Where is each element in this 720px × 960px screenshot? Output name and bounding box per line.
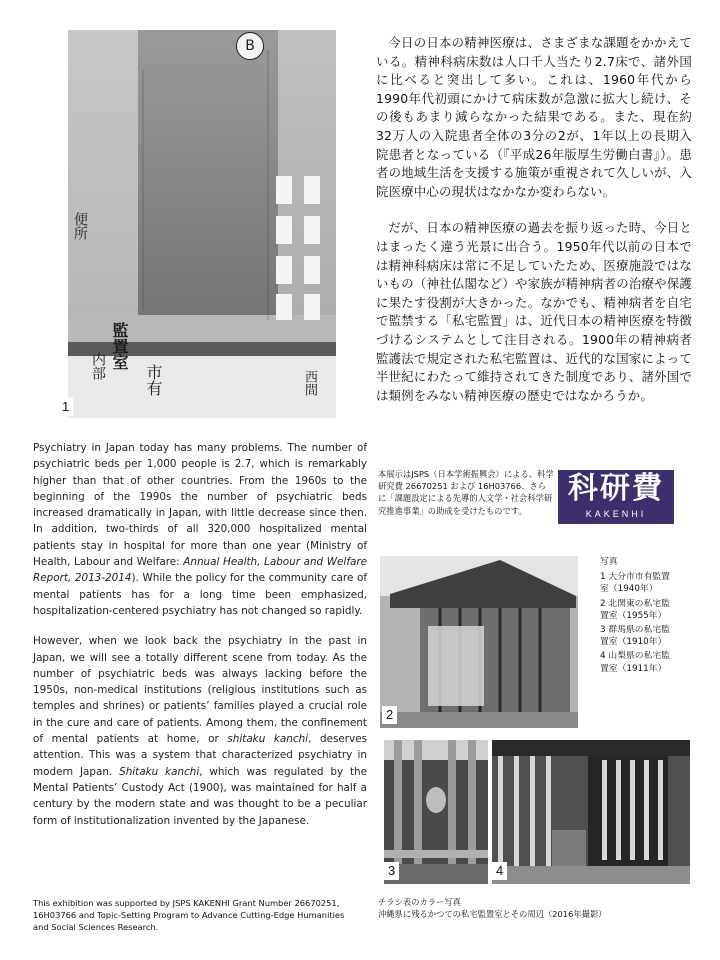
- kakenhi-logo-roman: KAKENHI: [585, 509, 647, 519]
- japanese-text-block: [376, 34, 692, 423]
- english-paragraph-2-a: However, when we look back the psychiatry in the past in Japan, we will see a totally different scene from today. As the number of psychiatric beds was always lacking before the 1950s, non-medical institutions (religious institutions such as temples and shrines) or patients’ families played a crucial role in the cure and care of patients. Among them, the confinement of mental patients at home, or: [33, 635, 367, 746]
- photo-1-number: 1: [58, 398, 73, 416]
- photo-3-number: 3: [384, 862, 399, 880]
- english-term-shitaku-kanchi-2: Shitaku kanchi: [119, 765, 200, 778]
- support-note-english: This exhibition was supported by JSPS KAKENHI Grant Number 26670251, 16H03766 and Topic-Setting Program to Advance Cutting-Edge Humanities and Social Sciences Research.: [33, 898, 345, 933]
- flyer-photo-caption: [378, 896, 708, 920]
- photo-4-image: [492, 740, 690, 884]
- kakenhi-logo-kanji: 科研費: [568, 471, 664, 506]
- photo-4-barred-enclosure: [492, 740, 690, 884]
- photo-1-confinement-room-interior: [68, 30, 336, 418]
- photo-3-image: [384, 740, 488, 884]
- english-term-shitaku-kanchi-1: shitaku kanchi: [227, 733, 309, 746]
- photo-1-inscription-west: 西間: [302, 370, 317, 396]
- photo-caption-3: 3 群馬県の私宅監置室（1910年）: [600, 625, 670, 648]
- photo-caption-1: 1 大分市市有監置室（1940年）: [600, 572, 670, 595]
- english-paragraph-2: [33, 633, 367, 829]
- photo-1-inscription-toilet: 便所: [72, 212, 88, 240]
- english-paragraph-2-c: , which was regulated by the Mental Patients’ Custody Act (1900), was maintained for half a century by the modern state and was thought to be a peculiar form of institutionalization invented by the Japanese.: [33, 765, 367, 827]
- photo-1-corner-mark: B: [236, 32, 264, 60]
- english-text-block: [33, 440, 367, 843]
- photo-captions: [600, 556, 710, 675]
- english-paragraph-1-a: Psychiatry in Japan today has many problems. The number of psychiatric beds per 1,000 people is 2.7, which is remarkably higher than that of other countries. From the 1960s to the beginning of the 1990s the number of psychiatric beds increased dramatically in Japan, with little decrease since then. In addition, two-thirds of all 320,000 hospitalized mental patients stay in hospital for more than one year (Ministry of Health, Labour and Welfare:: [33, 442, 367, 569]
- photo-caption-2: 2 北関東の私宅監置室（1955年）: [600, 598, 670, 621]
- english-paragraph-2-b: , deserves attention. This was a system that characterized psychiatry in modern Japan.: [33, 733, 368, 778]
- photo-1-inscription-city: 市有: [144, 364, 163, 396]
- photo-1-inscription-interior: 内部: [90, 352, 106, 380]
- photo-1-inscription-room: 監置室: [110, 322, 129, 370]
- photo-2-image: [380, 556, 578, 728]
- japanese-paragraph-2: だが、日本の精神医療の過去を振り返った時、今日とはまったく違う光景に出合う。1950年代以前の日本では精神科病床は常に不足していたため、医療施設ではないもの（神社仏閣など）や家族が精神病者の治療や保護に果たす役割が大きかった。なかでも、精神病者を自宅で監禁する「私宅監置」は、近代日本の精神医療を特徴づけるシステムとして注目される。1900年の精神病者監護法で規定された私宅監置は、近代的な国家によって半世紀にわたって維持されてきた制度であり、諸外国では類例をみない精神医療の歴史ではなかろうか。: [376, 220, 692, 403]
- japanese-paragraph-1: 今日の日本の精神医療は、さまざまな課題をかかえている。精神科病床数は人口千人当たり2.7床で、諸外国に比べると突出して多い。これは、1960年代から1990年代初頭にかけて病床数が急激に拡大し続け、その後もあまり減らなかった結果である。また、現在約32万人の入院患者全体の3分の2が、1年以上の長期入院患者となっている（『平成26年版厚生労働白書』）。患者の地域生活を支援する施策が重視されて久しいが、入院医療中心の現状はなかなか変わらない。: [376, 35, 692, 199]
- photo-3-person-behind-bars: [384, 740, 488, 884]
- photo-2-number: 2: [382, 706, 397, 724]
- english-paragraph-1-b: ). While the policy for the community care of mental patients has for a long time been emphasized, hospitalization-centered psychiatry has not changed so rapidly.: [33, 572, 367, 617]
- photo-caption-4: 4 山梨県の私宅監置室（1911年）: [600, 651, 670, 674]
- english-report-title: Annual Health, Labour and Welfare Report, 2013-2014: [33, 556, 368, 585]
- flyer-caption-line-2: 沖縄県に残るかつての私宅監置室とその周辺（2016年撮影）: [378, 909, 607, 920]
- support-note-japanese: 本展示はJSPS（日本学術振興会）による、科学研究費 26670251 および 16H03766、さらに「課題設定による先導的人文学・社会科学研究推進事業」の助成を受けたものです。: [378, 469, 554, 516]
- english-paragraph-1: [33, 440, 367, 619]
- photo-4-number: 4: [492, 862, 507, 880]
- kakenhi-logo: [558, 470, 674, 524]
- photo-captions-heading: 写真: [600, 557, 618, 567]
- photo-2-wooden-confinement-hut: [380, 556, 578, 728]
- flyer-caption-line-1: チラシ表のカラー写真: [378, 897, 461, 907]
